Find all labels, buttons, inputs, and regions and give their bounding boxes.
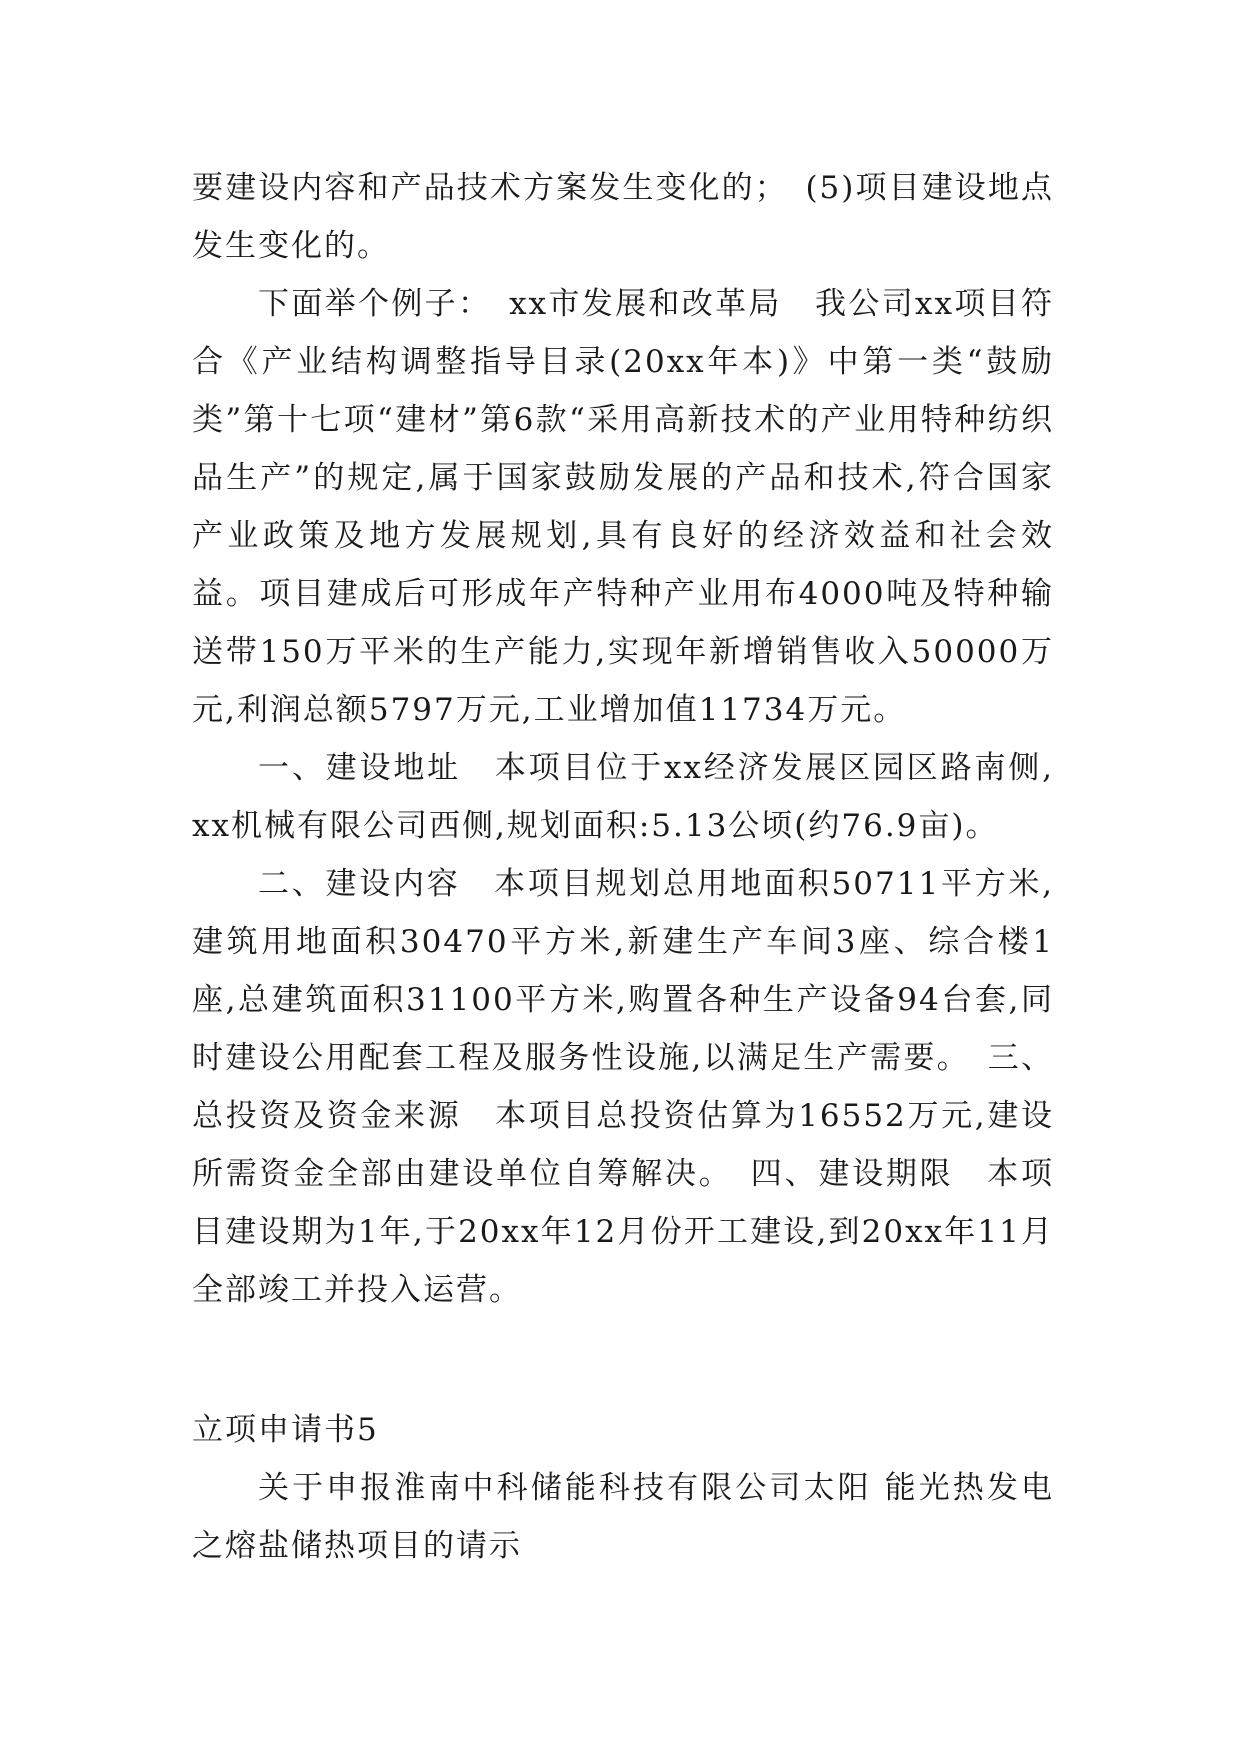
paragraph-example: 下面举个例子： xx市发展和改革局 我公司xx项目符合《产业结构调整指导目录(20xx年本)》中第一类“鼓励类”第十七项“建材”第6款“采用高新技术的产业用特种纺织品生产”的规定,属于国家鼓励发展的产品和技术,符合国家产业政策及地方发展规划,具有良好的经济效益和社会效益。项目建成后可形成年产特种产业用布4000吨及特种输送带150万平米的生产能力,实现年新增销售收入50000万元,利润总额5797万元,工业增加值11734万元。 — [192, 286, 1054, 728]
paragraph-address: 一、建设地址 本项目位于xx经济发展区园区路南侧,xx机械有限公司西侧,规划面积:5.13公顷(约76.9亩)。 — [192, 750, 1054, 844]
paragraph-request: 关于申报淮南中科储能科技有限公司太阳 能光热发电之熔盐储热项目的请示 — [192, 1470, 1054, 1564]
document-body — [192, 159, 1054, 1575]
section-title: 立项申请书5 — [192, 1412, 379, 1448]
paragraph-content: 二、建设内容 本项目规划总用地面积50711平方米,建筑用地面积30470平方米,新建生产车间3座、综合楼1座,总建筑面积31100平方米,购置各种生产设备94台套,同时建设公用配套工程及服务性设施,以满足生产需要。 三、总投资及资金来源 本项目总投资估算为16552万元,建设所需资金全部由建设单位自筹解决。 四、建设期限 本项目建设期为1年,于20xx年12月份开工建设,到20xx年11月全部竣工并投入运营。 — [192, 866, 1054, 1308]
paragraph-continuation: 要建设内容和产品技术方案发生变化的； (5)项目建设地点发生变化的。 — [192, 170, 1054, 264]
